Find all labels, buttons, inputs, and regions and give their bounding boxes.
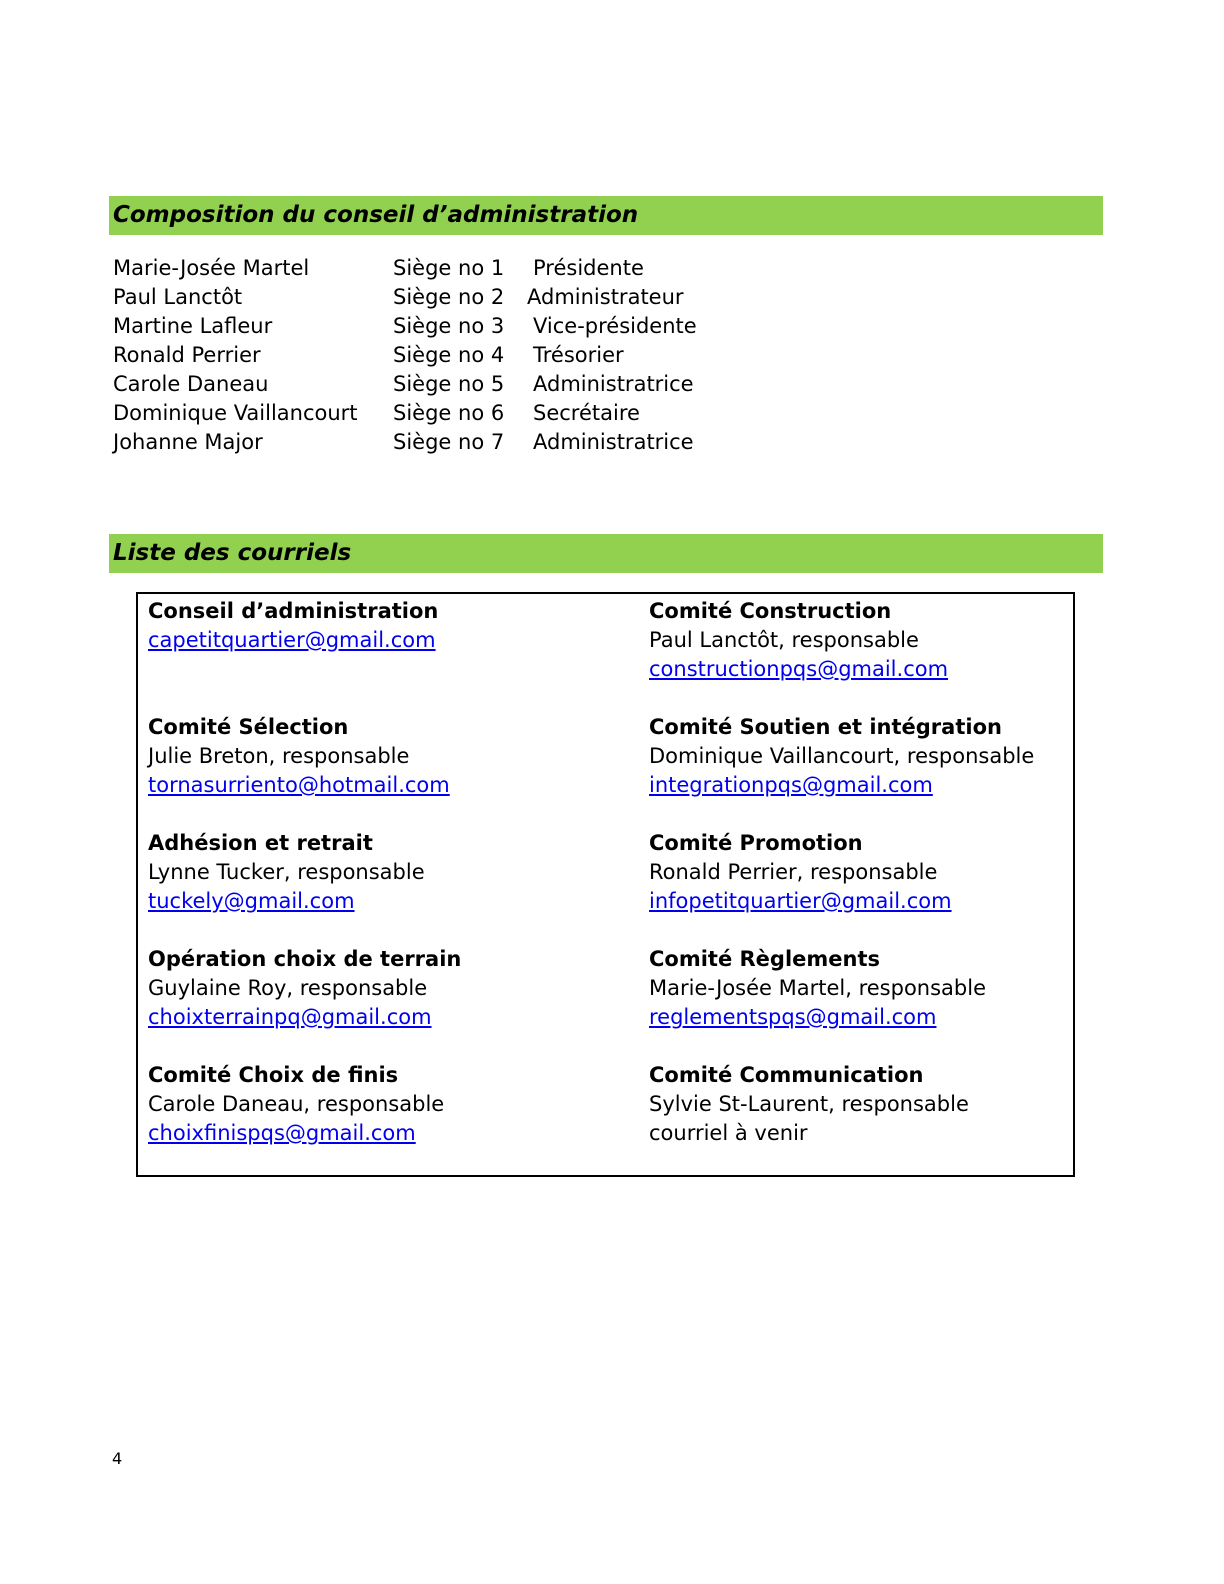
member-seat: Siège no 2 xyxy=(393,285,505,309)
member-role: Administratrice xyxy=(533,430,694,454)
committee-title: Comité Communication xyxy=(649,1063,924,1087)
member-seat: Siège no 1 xyxy=(393,256,505,280)
board-member-row xyxy=(113,283,813,312)
committee-group xyxy=(148,1061,628,1177)
member-role: Présidente xyxy=(533,256,644,280)
member-name: Carole Daneau xyxy=(113,372,269,396)
committee-email-link[interactable]: integrationpqs@gmail.com xyxy=(649,773,933,797)
member-seat: Siège no 6 xyxy=(393,401,505,425)
board-member-row xyxy=(113,399,813,428)
member-role: Administratrice xyxy=(533,372,694,396)
emails-section-title: Liste des courriels xyxy=(113,540,352,566)
member-name: Martine Lafleur xyxy=(113,314,273,338)
member-role: Trésorier xyxy=(533,343,624,367)
committee-contact: Sylvie St-Laurent, responsable xyxy=(649,1092,969,1116)
email-column-right xyxy=(649,597,1069,1177)
committee-contact: Lynne Tucker, responsable xyxy=(148,860,425,884)
committee-group xyxy=(148,829,628,945)
emails-section-header xyxy=(109,534,1103,573)
board-member-row xyxy=(113,370,813,399)
committee-title: Comité Choix de finis xyxy=(148,1063,399,1087)
member-name: Marie-Josée Martel xyxy=(113,256,310,280)
committee-title: Adhésion et retrait xyxy=(148,831,373,855)
committee-group xyxy=(148,713,628,829)
committee-contact: Julie Breton, responsable xyxy=(148,744,410,768)
committee-email-link[interactable]: tuckely@gmail.com xyxy=(148,889,355,913)
committee-contact: Carole Daneau, responsable xyxy=(148,1092,445,1116)
committee-title: Comité Construction xyxy=(649,599,892,623)
committee-title: Comité Sélection xyxy=(148,715,349,739)
committee-contact: Paul Lanctôt, responsable xyxy=(649,628,919,652)
committee-email-link[interactable]: choixfinispqs@gmail.com xyxy=(148,1121,416,1145)
board-section-title: Composition du conseil d’administration xyxy=(113,202,639,228)
committee-title: Comité Soutien et intégration xyxy=(649,715,1002,739)
committee-group xyxy=(649,597,1069,713)
committee-group xyxy=(148,597,628,713)
committee-title: Conseil d’administration xyxy=(148,599,439,623)
committee-contact: Dominique Vaillancourt, responsable xyxy=(649,744,1035,768)
member-name: Dominique Vaillancourt xyxy=(113,401,358,425)
member-role: Secrétaire xyxy=(533,401,640,425)
board-member-row xyxy=(113,341,813,370)
committee-group xyxy=(649,945,1069,1061)
member-name: Paul Lanctôt xyxy=(113,285,243,309)
board-members-list xyxy=(113,254,813,457)
committee-email-link[interactable]: capetitquartier@gmail.com xyxy=(148,628,436,652)
committee-group xyxy=(148,945,628,1061)
committee-email-note: courriel à venir xyxy=(649,1121,808,1145)
committee-group xyxy=(649,713,1069,829)
board-member-row xyxy=(113,312,813,341)
member-seat: Siège no 3 xyxy=(393,314,505,338)
committee-email-link[interactable]: reglementspqs@gmail.com xyxy=(649,1005,937,1029)
committee-title: Opération choix de terrain xyxy=(148,947,462,971)
board-section-header xyxy=(109,196,1103,235)
committee-email-link[interactable]: infopetitquartier@gmail.com xyxy=(649,889,952,913)
page-number: 4 xyxy=(112,1449,123,1468)
committee-contact: Guylaine Roy, responsable xyxy=(148,976,428,1000)
committee-email-link[interactable]: tornasurriento@hotmail.com xyxy=(148,773,450,797)
email-directory-box xyxy=(136,592,1075,1177)
member-role: Administrateur xyxy=(527,285,684,309)
member-seat: Siège no 5 xyxy=(393,372,505,396)
committee-email-link[interactable]: choixterrainpq@gmail.com xyxy=(148,1005,432,1029)
committee-group xyxy=(649,1061,1069,1177)
committee-contact: Ronald Perrier, responsable xyxy=(649,860,938,884)
email-column-left xyxy=(148,597,628,1177)
member-seat: Siège no 7 xyxy=(393,430,505,454)
board-member-row xyxy=(113,428,813,457)
committee-group xyxy=(649,829,1069,945)
member-role: Vice-présidente xyxy=(533,314,697,338)
member-name: Johanne Major xyxy=(113,430,263,454)
member-name: Ronald Perrier xyxy=(113,343,261,367)
board-member-row xyxy=(113,254,813,283)
committee-email-link[interactable]: constructionpqs@gmail.com xyxy=(649,657,949,681)
committee-contact: Marie-Josée Martel, responsable xyxy=(649,976,986,1000)
member-seat: Siège no 4 xyxy=(393,343,505,367)
committee-title: Comité Règlements xyxy=(649,947,881,971)
committee-title: Comité Promotion xyxy=(649,831,863,855)
